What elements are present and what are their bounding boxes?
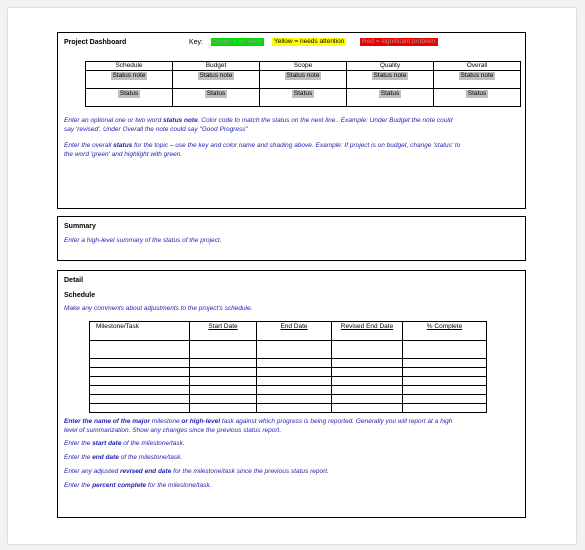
table-cell[interactable]: [332, 359, 403, 368]
table-cell[interactable]: [90, 368, 190, 377]
milestone-note: [64, 417, 524, 435]
table-cell[interactable]: [403, 341, 487, 359]
table-cell[interactable]: [190, 377, 257, 386]
status-note-field[interactable]: Status note: [460, 72, 494, 79]
status-field[interactable]: Status: [467, 90, 487, 97]
status-field[interactable]: Status: [206, 90, 226, 97]
table-cell[interactable]: [332, 368, 403, 377]
instruction-text: for the milestone/task since the previous status report.: [171, 468, 329, 475]
table-cell[interactable]: [90, 404, 190, 413]
table-cell[interactable]: [190, 386, 257, 395]
table-cell[interactable]: [332, 377, 403, 386]
table-cell[interactable]: [332, 404, 403, 413]
instruction-text: of the milestone/task.: [118, 454, 183, 461]
table-cell[interactable]: [257, 386, 332, 395]
instruction-text: Enter an optional one or two word: [64, 117, 164, 124]
status-cell[interactable]: [434, 89, 521, 107]
status-note-cell[interactable]: [347, 71, 434, 89]
instruction-bold: name of the major: [93, 418, 150, 425]
table-cell[interactable]: [190, 404, 257, 413]
instruction-text: of the milestone/task.: [121, 440, 185, 447]
instruction-text: . Color code to match the status on the next line.. Example: Under Budget the note could: [197, 117, 453, 124]
table-row: [90, 341, 487, 359]
overall-status-instruction: [64, 141, 524, 159]
instruction-text: Enter the: [64, 454, 93, 461]
table-cell[interactable]: [403, 386, 487, 395]
table-cell[interactable]: [257, 404, 332, 413]
status-field[interactable]: Status: [119, 90, 139, 97]
table-row: [90, 395, 487, 404]
instruction-text: say 'revised'. Under Overall the note could say "Good Progress": [64, 126, 248, 133]
col-milestone-task: Milestone/Task: [90, 322, 190, 341]
percent-complete-note: [64, 481, 211, 490]
instruction-bold: end date: [92, 454, 119, 461]
instruction-text: Enter the: [64, 440, 93, 447]
table-cell[interactable]: [90, 359, 190, 368]
table-cell[interactable]: [90, 377, 190, 386]
status-note-cell[interactable]: [86, 71, 173, 89]
detail-title: Detail: [64, 277, 84, 284]
status-note-field[interactable]: Status note: [199, 72, 233, 79]
summary-section: [57, 216, 526, 261]
end-date-note: [64, 453, 182, 462]
table-cell[interactable]: [403, 395, 487, 404]
table-row: [90, 377, 487, 386]
table-cell[interactable]: [332, 386, 403, 395]
instruction-bold: or high-level: [181, 418, 221, 425]
dashboard-title: Project Dashboard: [64, 39, 127, 46]
start-date-note: [64, 439, 185, 448]
table-cell[interactable]: [403, 404, 487, 413]
table-cell[interactable]: [90, 386, 190, 395]
table-cell[interactable]: [332, 341, 403, 359]
summary-title: Summary: [64, 223, 96, 230]
instruction-bold: status: [113, 142, 133, 149]
instruction-text: the word 'green' and highlight with green.: [64, 151, 183, 158]
col-percent-complete: % Complete: [403, 322, 487, 341]
status-note-field[interactable]: Status note: [373, 72, 407, 79]
instruction-text: Enter any adjusted: [64, 468, 121, 475]
milestone-table: [89, 321, 487, 413]
status-cell[interactable]: [86, 89, 173, 107]
instruction-bold: percent complete: [92, 482, 147, 489]
status-col-schedule: Schedule: [86, 62, 173, 71]
instruction-text: for the topic – use the key and color name and shading above. Example: If project is on budget, change 'status' to: [132, 142, 461, 149]
status-cell[interactable]: [173, 89, 260, 107]
instruction-bold: revised end date: [120, 468, 172, 475]
instruction-text: for the milestone/task.: [146, 482, 212, 489]
table-cell[interactable]: [257, 395, 332, 404]
key-red: Red = significant problem: [362, 38, 436, 45]
status-col-scope: Scope: [260, 62, 347, 71]
status-note-cell[interactable]: [434, 71, 521, 89]
col-revised-end-date: Revised End Date: [332, 322, 403, 341]
col-start-date: Start Date: [190, 322, 257, 341]
instruction-bold: status note: [163, 117, 198, 124]
key-yellow: Yellow = needs attention: [274, 38, 345, 45]
schedule-instruction[interactable]: Make any comments about adjustments to the project's schedule.: [64, 305, 253, 312]
status-field[interactable]: Status: [293, 90, 313, 97]
status-table: [85, 61, 521, 107]
table-row: [90, 404, 487, 413]
instruction-bold: Enter the: [64, 418, 94, 425]
status-note-field[interactable]: Status note: [286, 72, 320, 79]
status-field[interactable]: Status: [380, 90, 400, 97]
table-cell[interactable]: [257, 359, 332, 368]
table-row: [90, 368, 487, 377]
table-cell[interactable]: [190, 368, 257, 377]
key-label: Key:: [189, 39, 204, 46]
status-col-overall: Overall: [434, 62, 521, 71]
detail-section: [57, 270, 526, 518]
status-cell[interactable]: [347, 89, 434, 107]
schedule-title: Schedule: [64, 292, 96, 299]
table-row: [90, 386, 487, 395]
table-cell[interactable]: [257, 377, 332, 386]
table-row: [90, 359, 487, 368]
table-cell[interactable]: [190, 341, 257, 359]
key-green: Green = on track: [213, 38, 262, 45]
table-cell[interactable]: [403, 359, 487, 368]
status-col-budget: Budget: [173, 62, 260, 71]
instruction-text: task against which progress is being reported. Generally you will report at a high: [220, 418, 453, 425]
instruction-text: milestone: [149, 418, 182, 425]
revised-end-date-note: [64, 467, 329, 476]
status-note-field[interactable]: Status note: [112, 72, 146, 79]
instruction-text: Enter the: [64, 482, 93, 489]
table-cell[interactable]: [190, 395, 257, 404]
status-cell[interactable]: [260, 89, 347, 107]
instruction-text: level of summarization. Show any changes since the previous status report.: [64, 427, 282, 434]
status-col-quality: Quality: [347, 62, 434, 71]
table-cell[interactable]: [403, 377, 487, 386]
table-cell[interactable]: [190, 359, 257, 368]
instruction-bold: start date: [92, 440, 122, 447]
status-note-cell[interactable]: [173, 71, 260, 89]
col-end-date: End Date: [257, 322, 332, 341]
dashboard-section: [57, 32, 526, 209]
table-cell[interactable]: [90, 395, 190, 404]
table-cell[interactable]: [257, 341, 332, 359]
table-cell[interactable]: [332, 395, 403, 404]
table-cell[interactable]: [90, 341, 190, 359]
status-note-instruction: [64, 116, 524, 134]
table-cell[interactable]: [257, 368, 332, 377]
summary-instruction[interactable]: Enter a high-level summary of the status of the project.: [64, 237, 222, 244]
instruction-text: Enter the overall: [64, 142, 114, 149]
status-note-cell[interactable]: [260, 71, 347, 89]
table-cell[interactable]: [403, 368, 487, 377]
